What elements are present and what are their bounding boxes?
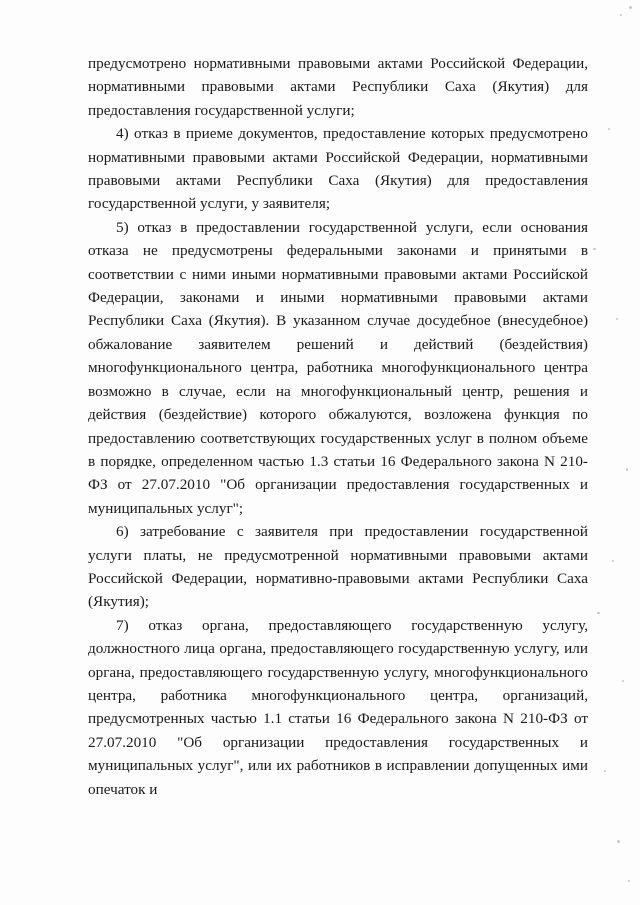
scan-speck	[616, 318, 618, 320]
scan-speck	[629, 6, 632, 9]
scan-speck	[608, 128, 610, 130]
scan-speck	[593, 248, 596, 250]
scan-speck	[628, 880, 630, 882]
scan-speck	[626, 468, 628, 471]
paragraph-item-6: 6) затребование с заявителя при предоставлении государственной услуги платы, не предусмотренной нормативными правовыми актами Российской Федерации, нормативно-правовыми актами Республики Саха (Якутия);	[88, 523, 588, 611]
document-body	[88, 52, 588, 801]
scan-speck	[597, 612, 600, 614]
scan-speck	[622, 680, 624, 682]
paragraph-item-7: 7) отказ органа, предоставляющего государственную услугу, должностного лица органа, предоставляющего государственную услугу, или органа, предоставляющего государственную услугу, многофункционального центра, работника многофункционального центра, организаций, предусмотренных частью 1.1 статьи 16 Федерального закона N 210-ФЗ от 27.07.2010 "Об организации предоставления государственных и муниципальных услуг", или их работников в исправлении допущенных ими опечаток и	[88, 616, 588, 798]
paragraph-item-4: 4) отказ в приеме документов, предоставление которых предусмотрено нормативными правовыми актами Российской Федерации, нормативными правовыми актами Республики Саха (Якутия) для предоставления государственной услуги, у заявителя;	[88, 125, 588, 213]
scan-speck	[612, 560, 614, 562]
scan-speck	[617, 840, 620, 843]
scan-speck	[604, 770, 606, 772]
paragraph-item-5: 5) отказ в предоставлении государственной услуги, если основания отказа не предусмотрены федеральными законами и принятыми в соответствии с ними иными нормативными правовыми актами Российской Федерации, законами и иными нормативными правовыми актами Республики Саха (Якутия). В указанном случае досудебное (внесудебное) обжалование заявителем решений и действий (бездействия) многофункционального центра, работника многофункционального центра возможно в случае, если на многофункциональный центр, решения и действия (бездействие) которого обжалуются, возложена функция по предоставлению соответствующих государственных услуг в полном объеме в порядке, определенном частью 1.3 статьи 16 Федерального закона N 210-ФЗ от 27.07.2010 "Об организации предоставления государственных и муниципальных услуг";	[88, 218, 588, 517]
scan-edge-noise	[580, 0, 640, 905]
scan-speck	[620, 14, 622, 16]
paragraph-continuation: предусмотрено нормативными правовыми актами Российской Федерации, нормативными правовыми актами Республики Саха (Якутия) для предоставления государственной услуги;	[88, 55, 588, 119]
